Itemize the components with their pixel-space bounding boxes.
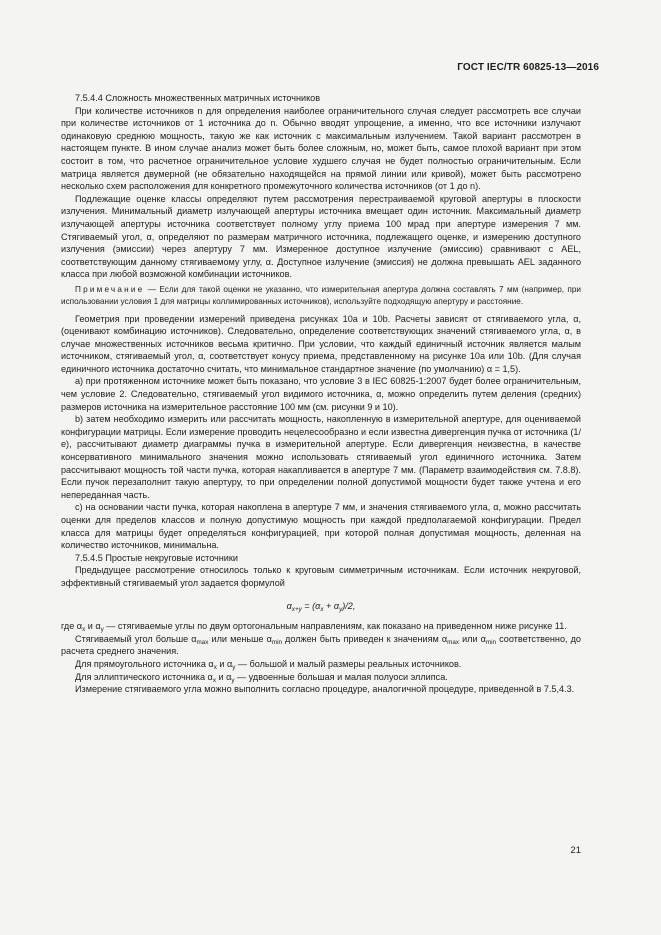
standard-header: ГОСТ IEC/TR 60825-13—2016 <box>457 62 599 73</box>
text-span: Стягиваемый угол больше α <box>75 633 197 644</box>
text-span: — стягиваемые углы по двум ортогональным направлениям, как показано на приведенном ниже рисунке 11. <box>103 621 567 632</box>
paragraph-sources-count: При количестве источников n для определения наиболее ограничительного случая следует рассмотреть все случаи при количестве источников от 1 источника до n. Обычно вводят упрощение, а именно, что все источники излучают одинаковую среднюю мощность, такую же как источник с максимальным излучением. Такой вариант рассмотрен в настоящем пункте. В ином случае анализ может быть более сложным, но, может быть, самое плохой вариант при этом состоит в том, что расчетное ограничительное условие худшего случая не будет полностью ограничительным. Если матрица является двумерной (не обязательно находящейся на прямой линии или кривой), может быть рассмотрено несколько схем расположения для конкретного промежуточного количества источников (от 1 до n). <box>61 105 581 192</box>
formula-part: + α <box>323 600 340 611</box>
text-span: — удвоенные большая и малая полуоси эллипса. <box>234 671 448 682</box>
paragraph-angle-limits <box>61 633 581 658</box>
text-span: должен быть приведен к значениям α <box>281 633 448 644</box>
note <box>61 284 581 308</box>
subscript: y <box>232 663 236 671</box>
paragraph-elliptical <box>61 671 581 684</box>
text-span: или меньше α <box>208 633 272 644</box>
text-span: Для эллиптического источника α <box>75 671 213 682</box>
subscript: max <box>196 638 209 646</box>
formula-part: = (α <box>301 600 321 611</box>
subscript: y <box>100 626 104 634</box>
paragraph-geometry: Геометрия при проведении измерений приведена рисунках 10а и 10b. Расчеты зависят от стягиваемого угла, α, (оценивают комбинацию источников). Следовательно, определение соответствующих значений стягиваемого угла, α, в случае множественных источников весьма критично. При условии, что каждый единичный источник является малым источником, стягиваемый угол, α, соответствует конусу приема, представленному на рисунке 10а или 10b. (Для случая единичного источника достаточно считать, что минимальное стандартное значение (по умолчанию) α = 1,5). <box>61 313 581 374</box>
list-item-b: b) затем необходимо измерить или рассчитать мощность, накопленную в измерительной апертуре, для оцениваемой конфигурации матрицы. Если измерение проводить нецелесообразно и если известна дивергенция пучка от источника (1/е), рассчитывают диаметр диаграммы пучка в измерительной апертуре. Если дивергенция неизвестна, в качестве консервативного минимального значения можно использовать стягиваемый угол единичного источника. Затем рассчитывают мощность той части пучка, которая накапливается в апертуре 7 мм. (Параметр взаимодействия см. 7.8.8). Если пучок перезаполнит такую апертуру, то при определении полной допустимой мощности будет также учтена и его непереданная часть. <box>61 414 581 500</box>
formula-subscript: x <box>320 605 324 613</box>
note-text: — Если для такой оценки не указанно, что измерительная апертура должна составлять 7 мм (например, при использовании условия 1 для матрицы коллимированных источников), используйте подходящую апертуру и расстояние. <box>61 284 581 306</box>
text-span: — большой и малый размеры реальных источников. <box>235 658 462 669</box>
paragraph-noncircular: Предыдущее рассмотрение относилось только к круговым симметричным источникам. Если источник некруговой, эффективный стягиваемый угол задается формулой <box>61 565 581 588</box>
paragraph-where <box>61 620 581 633</box>
subscript: min <box>485 638 497 646</box>
formula-effective-angle <box>61 600 581 613</box>
text-span: Для прямоугольного источника α <box>75 658 214 669</box>
subscript: x <box>213 663 217 671</box>
paragraph-classes-assessment: Подлежащие оценке классы определяют путем рассмотрения перестраиваемой круговой апертуры в плоскости излучения. Минимальный диаметр излучающей апертуры источника вмещает один источник. Максимальный диаметр излучающей апертуры источника соответствует полному углу приема 100 мрад при апертуре измерения 7 мм. Стягиваемый угол, α, определяют по размерам матричного источника, подлежащего оценке, и измерению доступного излучения (эмиссии) через апертуру 7 мм. Измеренное доступное излучение (эмиссию) сравнивают с AEL, соответствующим данному стягиваемому углу, α. Доступное излучение (эмиссия) не должна превышать AEL заданного класса при любой возможной комбинации источников. <box>61 193 581 280</box>
paragraph-measurement: Измерение стягиваемого угла можно выполнить согласно процедуре, аналогичной процедуре, приведенной в 7.5,4.3. <box>75 684 575 695</box>
subscript: x <box>212 676 216 684</box>
text-span: соответственно, до расчета среднего значения. <box>61 633 581 657</box>
section-heading-7-5-4-5: 7.5.4.5 Простые некруговые источники <box>75 552 238 563</box>
text-span: или α <box>459 633 486 644</box>
formula-subscript: x+y <box>291 605 302 613</box>
note-label: Примечание <box>75 284 145 294</box>
page-body <box>61 92 581 696</box>
paragraph-rectangular <box>61 658 581 671</box>
text-span: и α <box>85 621 101 632</box>
text-span: и α <box>216 658 233 669</box>
page-number: 21 <box>570 845 581 856</box>
subscript: x <box>82 626 86 634</box>
formula-symbol: α <box>286 600 292 611</box>
list-item-c: с) на основании части пучка, которая накоплена в апертуре 7 мм, и значения стягиваемого угла, α, можно рассчитать оценки для пределов классов и полную допустимую мощность при каждой предполагаемой конфигурации. Предел класса для матрицы будет определяться конфигурацией, при которой полная допустимая мощность, деленная на количество источников, минимальна. <box>61 502 581 551</box>
formula-part: )/2, <box>342 600 356 611</box>
formula-subscript: y <box>339 605 343 613</box>
list-item-a: а) при протяженном источнике может быть показано, что условие 3 в IEC 60825-1:2007 будет более ограничительным, чем условие 2. Следовательно, стягиваемый угол видимого источника, α, можно определить путем деления (средних) размеров источника на измерительное расстояние 100 мм (см. рисунки 9 и 10). <box>61 376 581 412</box>
subscript: min <box>271 638 282 646</box>
subscript: max <box>447 638 460 646</box>
text-span: где α <box>61 621 83 632</box>
section-heading-7-5-4-4: 7.5.4.4 Сложность множественных матричных источников <box>75 93 321 103</box>
text-span: и α <box>215 671 232 682</box>
subscript: y <box>231 676 235 684</box>
